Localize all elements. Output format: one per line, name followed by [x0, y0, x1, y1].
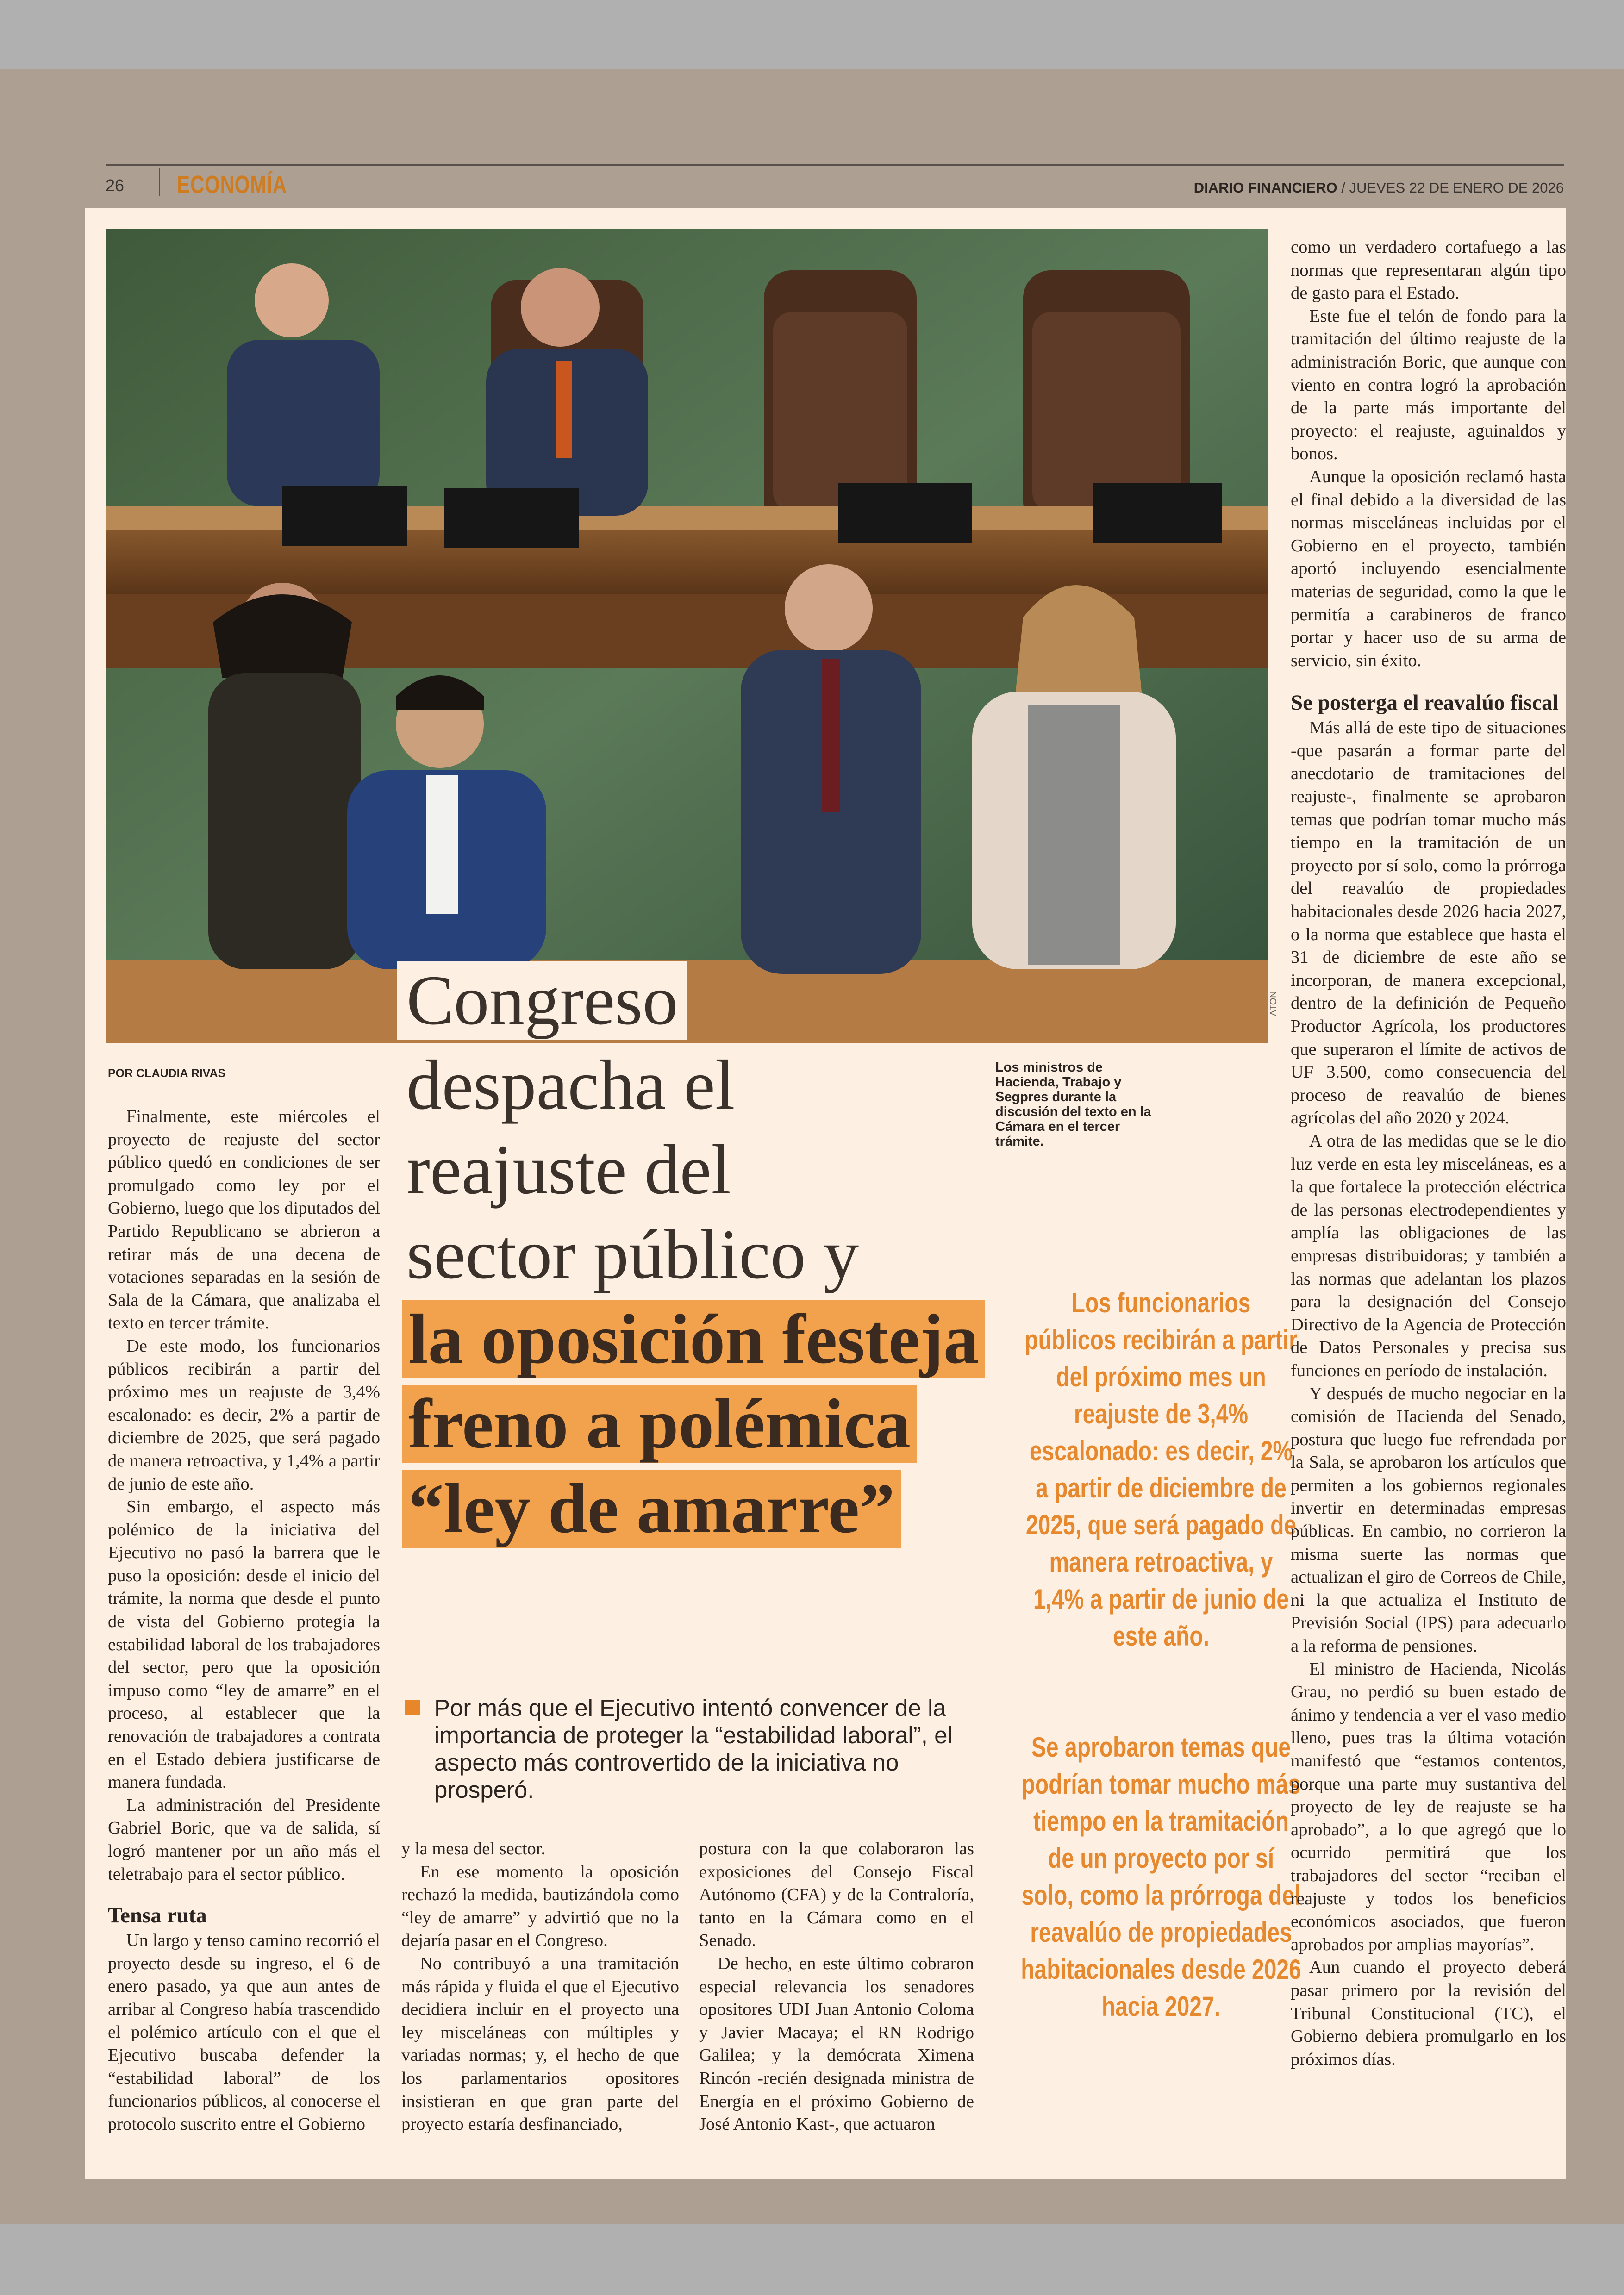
paragraph: Este fue el telón de fondo para la tramitación del último reajuste de la administración Boric, que aunque con viento en contra logró la aprobación de la parte más importante del proyecto: el reajuste, aguinaldos y bonos. [1291, 306, 1566, 464]
header-rule [106, 164, 1564, 166]
subheading: Se posterga el reavalúo fiscal [1291, 691, 1559, 715]
paragraph: y la mesa del sector. [401, 1839, 546, 1858]
paragraph: Aun cuando el proyecto deberá pasar primero por la revisión del Tribunal Constitucional (TC), el Gobierno debiera promulgarlo en los próximos días. [1291, 1958, 1566, 2069]
paragraph: A otra de las medidas que se le dio luz verde en esta ley misceláneas, es a la que fortalece la protección eléctrica de las personas electrodependientes y amplía las obligaciones de las empresas distribuidoras; y también a las normas que adelantan los plazos para la designación del Consejo Directivo de la Agencia de Protección de Datos Personales y precisa sus funciones en período de instalación. [1291, 1131, 1566, 1380]
page-number: 26 [106, 176, 125, 195]
article-column-2 [401, 1838, 679, 2136]
paragraph: postura con la que colaboraron las exposiciones del Consejo Fiscal Autónomo (CFA) y de la Contraloría, tanto en la Cámara como en el Senado. [699, 1839, 974, 1951]
issue-date: / JUEVES 22 DE ENERO DE 2026 [1337, 180, 1564, 196]
paragraph: Finalmente, este miércoles el proyecto de reajuste del sector público quedó en condiciones de ser promulgado como ley por el Gobierno, luego que los diputados del Partido Republicano se abrieron a retirar más de una decena de votaciones separadas en la sesión de Sala de la Cámara, que analizaba el texto en tercer trámite. [108, 1107, 380, 1333]
article-column-right [1291, 236, 1566, 2071]
photo-caption: Los ministros de Hacienda, Trabajo y Segpres durante la discusión del texto en la Cámara en el tercer trámite. [995, 1060, 1151, 1149]
pull-quote: Se aprobaron temas que podrían tomar mucho más tiempo en la tramitación de un proyecto por sí solo, como la prórroga del reavalúo de propiedades habitacionales desde 2026 hacia 2027. [1021, 1732, 1301, 2022]
paragraph: De hecho, en este último cobraron especial relevancia los senadores opositores UDI Juan Antonio Coloma y Javier Macaya; el RN Rodrigo Galilea; y la demócrata Ximena Rincón -recién designada ministra de Energía en el próximo Gobierno de José Antonio Kast-, que actuaron [699, 1953, 974, 2134]
paragraph: Un largo y tenso camino recorrió el proyecto desde su ingreso, el 6 de enero pasado, ya que aun antes de arribar al Congreso había trascendido el polémico artículo con el que el Ejecutivo buscaba defender la “estabilidad laboral” de los funcionarios públicos, al conocerse el protocolo suscrito entre el Gobierno [108, 1931, 380, 2134]
paragraph: como un verdadero cortafuego a las normas que representaran algún tipo de gasto para el Estado. [1291, 237, 1566, 303]
article-column-3 [699, 1838, 974, 2136]
article-photo [106, 229, 1268, 1043]
headline-highlight: la oposición festeja freno a polémica “ley de amarre” [402, 1297, 999, 1551]
deck-text: Por más que el Ejecutivo intentó convencer de la importancia de proteger la “estabilidad laboral”, el aspecto más controvertido de la iniciativa no prosperó. [434, 1695, 953, 1803]
masthead [1194, 180, 1564, 196]
paragraph: De este modo, los funcionarios públicos recibirán a partir del próximo mes un reajuste de 3,4% escalonado: es decir, 2% a partir de diciembre de 2025, que será pagado de manera retroactiva, y 1,4% a partir de junio de este año. [108, 1336, 380, 1494]
paragraph: Y después de mucho negociar en la comisión de Hacienda del Senado, postura que luego fue refrendada por la Sala, se aprobaron los artículos que permiten a los gobiernos regionales invertir en determinadas empresas públicas. En cambio, no corrieron la misma suerte las normas que actualizan el giro de Correos de Chile, ni la que actualiza el Instituto de Previsión Social (IPS) para adecuarlo a la reforma de pensiones. [1291, 1384, 1566, 1656]
paragraph: Aunque la oposición reclamó hasta el final debido a la diversidad de las normas misceláneas incluidas por el Gobierno en el proyecto, también aportó incluyendo esencialmente materias de seguridad, como la que le permitía a carabineros de franco portar y hacer uso de su arma de servicio, sin éxito. [1291, 467, 1566, 670]
byline: POR CLAUDIA RIVAS [108, 1067, 226, 1080]
photo-scene [106, 229, 1268, 1043]
paragraph: La administración del Presidente Gabriel Boric, que va de salida, sí logró mantener por un año más el teletrabajo para el sector público. [108, 1795, 380, 1884]
newspaper-name: DIARIO FINANCIERO [1193, 180, 1337, 196]
subheading: Tensa ruta [108, 1903, 207, 1927]
article-column-1-continued [108, 1903, 380, 2136]
paragraph: El ministro de Hacienda, Nicolás Grau, no perdió su buen estado de ánimo y tendencia a ver el vaso medio lleno, pues tras la última votación manifestó que “estamos contentos, porque una parte muy sustantiva del proyecto de ley de reajuste se ha aprobado”, a lo que agregó que lo ocurrido permitirá que los trabajadores del sector “reciban el reajuste y todos los beneficios económicos asociados, que fueron aprobados por amplias mayorías”. [1291, 1659, 1566, 1954]
headline-line: despacha el [402, 1043, 999, 1128]
paragraph: Más allá de este tipo de situaciones -que pasarán a formar parte del anecdotario de tramitaciones del reajuste-, finalmente se aprobaron temas que podrían tomar mucho más tiempo en la tramitación de un proyecto por sí solo, como la prórroga del reavalúo de propiedades habitacionales desde 2026 hacia 2027, o la norma que establece que hasta el 31 de diciembre de este año se incorporan, de manera excepcional, dentro de la definición de Pequeño Productor Agrícola, los productores que superaron el límite de activos de UF 3.500, como consecuencia del proceso de reavalúo de bienes agrícolas del año 2020 y 2024. [1291, 718, 1566, 1128]
headline-line: Congreso [402, 958, 999, 1043]
paragraph: No contribuyó a una tramitación más rápida y fluida el que el Ejecutivo decidiera incluir en el proyecto una ley misceláneas con múltiples y variadas normas; y, el hecho de que los parlamentarios opositores insistieran en que gran parte del proyecto estaría desfinanciado, [401, 1953, 679, 2134]
article-column-1 [108, 1105, 380, 1886]
paragraph: En ese momento la oposición rechazó la medida, bautizándola como “ley de amarre” y advirtió que no la dejaría pasar en el Congreso. [401, 1862, 679, 1951]
square-bullet-icon [405, 1700, 420, 1715]
headline-line: sector público y [402, 1212, 999, 1297]
headline [402, 958, 999, 1551]
headline-line: reajuste del [402, 1128, 999, 1212]
pull-quote: Los funcionarios públicos recibirán a partir del próximo mes un reajuste de 3,4% escalonado: es decir, 2% a partir de diciembre de 2025, que será pagado de manera retroactiva, y 1,4% a partir de junio de este año. [1024, 1287, 1298, 1652]
section-separator [159, 168, 160, 196]
paragraph: Sin embargo, el aspecto más polémico de la iniciativa del Ejecutivo no pasó la barrera que le puso la oposición: desde el inicio del trámite, la norma que desde el punto de vista del Gobierno protegía la estabilidad laboral de los trabajadores del sector, pero que la oposición impuso como “ley de amarre” en el proceso, al establecer que la renovación de trabajadores a contrata en el Estado debiera justificarse de manera fundada. [108, 1497, 380, 1792]
deck [402, 1694, 953, 1803]
section-label: ECONOMÍA [177, 171, 287, 199]
photo-credit: ATON [1268, 991, 1279, 1016]
